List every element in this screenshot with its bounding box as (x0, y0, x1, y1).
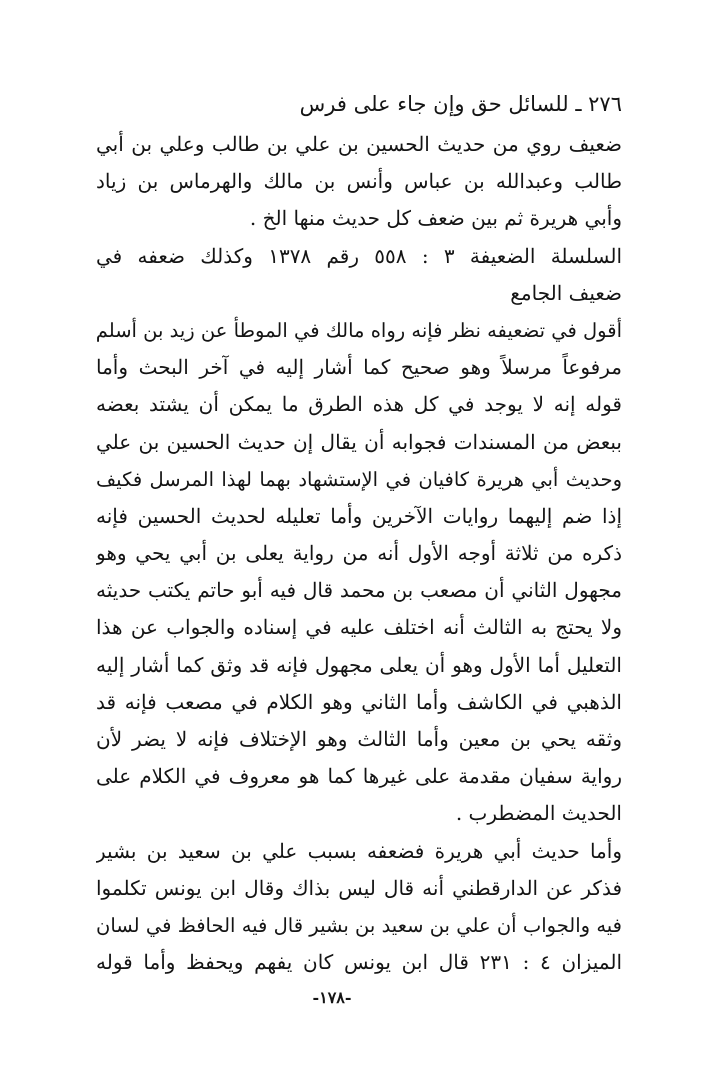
text-line: وحديث أبي هريرة كافيان في الإستشهاد بهما لهذا المرسل فكيف (96, 467, 622, 491)
text-line: السلسلة الضعيفة ٣ : ٥٥٨ رقم ١٣٧٨ وكذلك ضعفه في (96, 243, 622, 268)
running-head: ٢٧٦ ـ للسائل حق وإن جاء على فرس (299, 92, 622, 116)
text-line: إذا ضم إليهما روايات الآخرين وأما تعليله لحديث الحسين فإنه (96, 503, 622, 528)
text-line: ضعيف روي من حديث الحسين بن علي بن طالب وعلي بن أبي (96, 132, 622, 156)
body-text (96, 126, 622, 981)
text-line: وأبي هريرة ثم بين ضعف كل حديث منها الخ . (249, 206, 622, 231)
text-line: مرفوعاً مرسلاً وهو صحيح كما أشار إليه في آخر البحث وأما (96, 355, 622, 380)
text-line: ضعيف الجامع (510, 280, 622, 305)
text-line: الذهبي في الكاشف وأما الثاني وهو الكلام في مصعب فإنه قد (96, 689, 622, 714)
text-line: ببعض من المسندات فجوابه أن يقال إن حديث الحسين بن علي (96, 429, 622, 454)
text-line: وأما حديث أبي هريرة فضعفه بسبب علي بن سعيد بن بشير (96, 838, 622, 863)
text-line: رواية سفيان مقدمة على غيرها كما هو معروف في الكلام على (96, 764, 622, 789)
text-line: التعليل أما الأول وهو أن يعلى مجهول فإنه قد وثق كما أشار إليه (96, 652, 622, 677)
text-line: وثقه يحي بن معين وأما الثالث وهو الإختلاف فإنه لا يضر لأن (96, 727, 622, 751)
page-number: -١٧٨- (312, 988, 352, 1007)
text-line: أقول في تضعيفه نظر فإنه رواه مالك في الموطأ عن زيد بن أسلم (96, 318, 622, 342)
text-line: طالب وعبدالله بن عباس وأنس بن مالك والهرماس بن زياد (96, 169, 622, 194)
text-line: الميزان ٤ : ٢٣١ قال ابن يونس كان يفهم ويحفظ وأما قوله (96, 950, 622, 975)
text-line: فيه والجواب أن علي بن سعيد بن بشير قال فيه الحافظ في لسان (96, 913, 622, 937)
text-line: ولا يحتج به الثالث أنه اختلف عليه في إسناده والجواب عن هذا (96, 615, 622, 640)
text-line: فذكر عن الدارقطني أنه قال ليس بذاك وقال ابن يونس تكلموا (96, 875, 622, 900)
text-line: ذكره من ثلاثة أوجه الأول أنه من رواية يعلى بن أبي يحي وهو (96, 541, 622, 566)
text-line: قوله إنه لا يوجد في كل هذه الطرق ما يمكن أن يشتد بعضه (96, 392, 622, 417)
text-line: مجهول الثاني أن مصعب بن محمد قال فيه أبو حاتم يكتب حديثه (96, 578, 622, 603)
text-line: الحديث المضطرب . (455, 801, 622, 826)
